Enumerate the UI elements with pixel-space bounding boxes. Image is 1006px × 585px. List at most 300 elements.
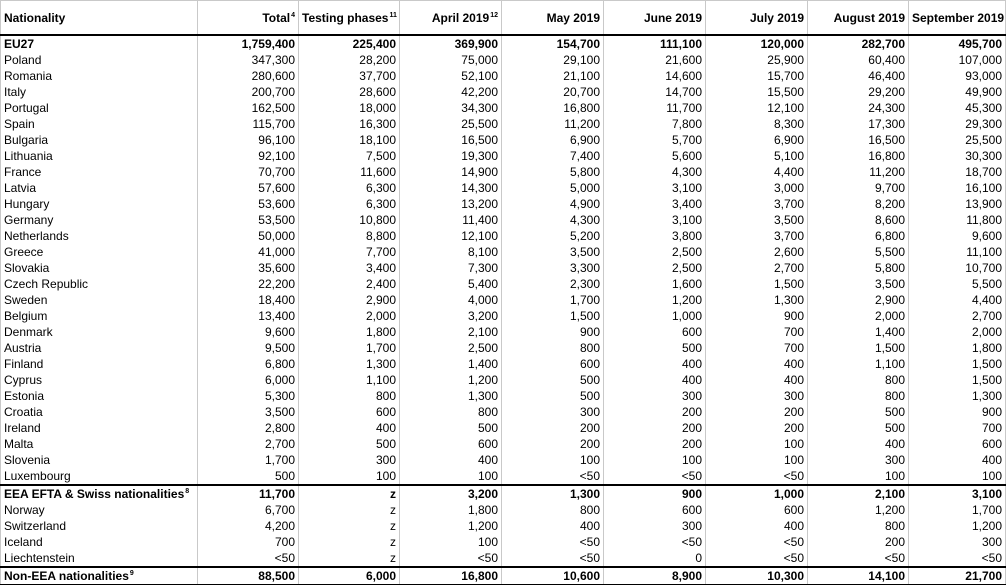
value-cell-april-2019: 16,800 xyxy=(400,567,502,585)
nationality-cell xyxy=(1,292,198,308)
value-cell-july-2019: 10,300 xyxy=(706,567,808,585)
value-cell-total: 13,400 xyxy=(198,308,299,324)
value-cell-total: 2,700 xyxy=(198,436,299,452)
value-cell-may-2019: 21,100 xyxy=(502,68,604,84)
nationality-cell xyxy=(1,356,198,372)
value-cell-total: 500 xyxy=(198,468,299,485)
value-cell-september-2019: 25,500 xyxy=(909,132,1006,148)
value-cell-september-2019: 107,000 xyxy=(909,52,1006,68)
table-row-malta xyxy=(1,436,1006,452)
value-cell-total: 11,700 xyxy=(198,485,299,502)
value-cell-september-2019: 700 xyxy=(909,420,1006,436)
value-cell-testing-phases: 8,800 xyxy=(299,228,400,244)
value-cell-testing-phases: z xyxy=(299,502,400,518)
table-row-non-eea-nationalities xyxy=(1,567,1006,585)
value-cell-june-2019: 3,800 xyxy=(604,228,706,244)
value-cell-september-2019: 16,100 xyxy=(909,180,1006,196)
value-cell-april-2019: 3,200 xyxy=(400,485,502,502)
value-cell-april-2019: 2,500 xyxy=(400,340,502,356)
nationality-cell xyxy=(1,52,198,68)
value-cell-august-2019: 6,800 xyxy=(808,228,909,244)
value-cell-june-2019: <50 xyxy=(604,468,706,485)
nationality-cell xyxy=(1,180,198,196)
value-cell-june-2019: 3,400 xyxy=(604,196,706,212)
value-cell-may-2019: 1,300 xyxy=(502,485,604,502)
value-cell-september-2019: 18,700 xyxy=(909,164,1006,180)
value-cell-june-2019: 8,900 xyxy=(604,567,706,585)
value-cell-september-2019: 495,700 xyxy=(909,35,1006,52)
value-cell-july-2019: 3,500 xyxy=(706,212,808,228)
value-cell-july-2019: 15,700 xyxy=(706,68,808,84)
value-cell-september-2019: 5,500 xyxy=(909,276,1006,292)
nationality-label: Switzerland xyxy=(4,519,67,533)
column-header-label: September 2019 xyxy=(912,10,1005,25)
nationality-label: Non-EEA nationalities xyxy=(4,569,129,583)
nationality-cell xyxy=(1,132,198,148)
nationality-cell xyxy=(1,518,198,534)
nationality-cell xyxy=(1,260,198,276)
value-cell-total: 50,000 xyxy=(198,228,299,244)
value-cell-may-2019: 200 xyxy=(502,436,604,452)
value-cell-september-2019: 1,500 xyxy=(909,356,1006,372)
value-cell-june-2019: 1,000 xyxy=(604,308,706,324)
value-cell-testing-phases: 11,600 xyxy=(299,164,400,180)
value-cell-july-2019: 700 xyxy=(706,340,808,356)
value-cell-total: 9,500 xyxy=(198,340,299,356)
value-cell-may-2019: 100 xyxy=(502,452,604,468)
value-cell-testing-phases: 1,700 xyxy=(299,340,400,356)
value-cell-june-2019: 200 xyxy=(604,436,706,452)
value-cell-august-2019: 282,700 xyxy=(808,35,909,52)
value-cell-april-2019: 52,100 xyxy=(400,68,502,84)
value-cell-april-2019: 42,200 xyxy=(400,84,502,100)
value-cell-total: 70,700 xyxy=(198,164,299,180)
value-cell-august-2019: 3,500 xyxy=(808,276,909,292)
nationality-label: Bulgaria xyxy=(4,133,49,147)
nationality-label: Cyprus xyxy=(4,373,43,387)
value-cell-april-2019: 600 xyxy=(400,436,502,452)
nationality-cell xyxy=(1,452,198,468)
value-cell-june-2019: 600 xyxy=(604,502,706,518)
value-cell-testing-phases: 10,800 xyxy=(299,212,400,228)
value-cell-may-2019: 500 xyxy=(502,372,604,388)
value-cell-april-2019: 4,000 xyxy=(400,292,502,308)
nationality-label: Greece xyxy=(4,245,44,259)
nationality-label: EEA EFTA & Swiss nationalities xyxy=(4,487,185,501)
value-cell-september-2019: 11,800 xyxy=(909,212,1006,228)
value-cell-august-2019: 100 xyxy=(808,468,909,485)
value-cell-testing-phases: z xyxy=(299,550,400,567)
table-row-luxembourg xyxy=(1,468,1006,485)
nationality-cell xyxy=(1,436,198,452)
value-cell-testing-phases: 600 xyxy=(299,404,400,420)
value-cell-total: 6,700 xyxy=(198,502,299,518)
nationality-label: Luxembourg xyxy=(4,469,71,483)
value-cell-april-2019: 25,500 xyxy=(400,116,502,132)
value-cell-september-2019: 2,000 xyxy=(909,324,1006,340)
value-cell-april-2019: 5,400 xyxy=(400,276,502,292)
value-cell-testing-phases: 6,300 xyxy=(299,196,400,212)
value-cell-september-2019: 1,700 xyxy=(909,502,1006,518)
table-body xyxy=(1,35,1006,585)
value-cell-may-2019: 16,800 xyxy=(502,100,604,116)
table-row-bulgaria xyxy=(1,132,1006,148)
value-cell-august-2019: 400 xyxy=(808,436,909,452)
value-cell-august-2019: 800 xyxy=(808,388,909,404)
table-row-sweden xyxy=(1,292,1006,308)
nationality-label: Netherlands xyxy=(4,229,69,243)
table-row-italy xyxy=(1,84,1006,100)
nationality-label: Norway xyxy=(4,503,45,517)
value-cell-total: 53,600 xyxy=(198,196,299,212)
value-cell-total: <50 xyxy=(198,550,299,567)
table-row-czech-republic xyxy=(1,276,1006,292)
value-cell-may-2019: 20,700 xyxy=(502,84,604,100)
column-header-may-2019 xyxy=(502,1,604,36)
value-cell-july-2019: 2,700 xyxy=(706,260,808,276)
nationality-label: Belgium xyxy=(4,309,48,323)
value-cell-april-2019: 3,200 xyxy=(400,308,502,324)
value-cell-may-2019: <50 xyxy=(502,468,604,485)
value-cell-testing-phases: 6,000 xyxy=(299,567,400,585)
value-cell-testing-phases: 6,300 xyxy=(299,180,400,196)
value-cell-april-2019: 400 xyxy=(400,452,502,468)
column-header-april-2019 xyxy=(400,1,502,36)
value-cell-april-2019: 75,000 xyxy=(400,52,502,68)
value-cell-may-2019: 3,500 xyxy=(502,244,604,260)
value-cell-june-2019: 100 xyxy=(604,452,706,468)
value-cell-august-2019: 14,100 xyxy=(808,567,909,585)
value-cell-september-2019: 29,300 xyxy=(909,116,1006,132)
value-cell-september-2019: 1,200 xyxy=(909,518,1006,534)
value-cell-august-2019: 46,400 xyxy=(808,68,909,84)
value-cell-total: 92,100 xyxy=(198,148,299,164)
value-cell-total: 3,500 xyxy=(198,404,299,420)
value-cell-september-2019: 49,900 xyxy=(909,84,1006,100)
value-cell-july-2019: 6,900 xyxy=(706,132,808,148)
value-cell-september-2019: 2,700 xyxy=(909,308,1006,324)
value-cell-july-2019: 3,700 xyxy=(706,196,808,212)
value-cell-total: 280,600 xyxy=(198,68,299,84)
table-row-belgium xyxy=(1,308,1006,324)
nationality-label: France xyxy=(4,165,42,179)
value-cell-may-2019: 1,700 xyxy=(502,292,604,308)
nationality-cell xyxy=(1,372,198,388)
value-cell-july-2019: 5,100 xyxy=(706,148,808,164)
value-cell-testing-phases: 16,300 xyxy=(299,116,400,132)
table-row-norway xyxy=(1,502,1006,518)
value-cell-testing-phases: 800 xyxy=(299,388,400,404)
value-cell-may-2019: 4,300 xyxy=(502,212,604,228)
value-cell-august-2019: 800 xyxy=(808,372,909,388)
table-row-latvia xyxy=(1,180,1006,196)
value-cell-august-2019: 800 xyxy=(808,518,909,534)
value-cell-july-2019: 400 xyxy=(706,518,808,534)
value-cell-june-2019: 400 xyxy=(604,372,706,388)
nationality-cell xyxy=(1,35,198,52)
nationality-label: EU27 xyxy=(4,37,35,51)
value-cell-total: 57,600 xyxy=(198,180,299,196)
value-cell-august-2019: <50 xyxy=(808,550,909,567)
nationality-cell xyxy=(1,502,198,518)
value-cell-testing-phases: z xyxy=(299,518,400,534)
nationality-label: Slovakia xyxy=(4,261,50,275)
nationality-cell xyxy=(1,212,198,228)
value-cell-may-2019: 154,700 xyxy=(502,35,604,52)
column-header-label: April 2019 xyxy=(431,10,490,25)
value-cell-total: 22,200 xyxy=(198,276,299,292)
nationality-cell xyxy=(1,164,198,180)
value-cell-june-2019: 11,700 xyxy=(604,100,706,116)
nationality-label: Slovenia xyxy=(4,453,51,467)
nationality-label: Latvia xyxy=(4,181,37,195)
nationality-label: Sweden xyxy=(4,293,48,307)
value-cell-testing-phases: 3,400 xyxy=(299,260,400,276)
nationality-cell xyxy=(1,244,198,260)
value-cell-testing-phases: 2,900 xyxy=(299,292,400,308)
nationality-cell xyxy=(1,196,198,212)
value-cell-total: 35,600 xyxy=(198,260,299,276)
value-cell-september-2019: 10,700 xyxy=(909,260,1006,276)
value-cell-august-2019: 5,500 xyxy=(808,244,909,260)
value-cell-june-2019: 500 xyxy=(604,340,706,356)
table-row-romania xyxy=(1,68,1006,84)
value-cell-april-2019: 2,100 xyxy=(400,324,502,340)
value-cell-total: 9,600 xyxy=(198,324,299,340)
table-row-denmark xyxy=(1,324,1006,340)
value-cell-june-2019: 5,700 xyxy=(604,132,706,148)
value-cell-testing-phases: 28,200 xyxy=(299,52,400,68)
table-row-ireland xyxy=(1,420,1006,436)
value-cell-may-2019: 11,200 xyxy=(502,116,604,132)
value-cell-may-2019: <50 xyxy=(502,534,604,550)
value-cell-april-2019: 1,400 xyxy=(400,356,502,372)
value-cell-may-2019: 800 xyxy=(502,502,604,518)
value-cell-september-2019: 30,300 xyxy=(909,148,1006,164)
value-cell-july-2019: 400 xyxy=(706,356,808,372)
nationality-cell xyxy=(1,276,198,292)
nationality-cell xyxy=(1,84,198,100)
value-cell-may-2019: 10,600 xyxy=(502,567,604,585)
value-cell-july-2019: 3,000 xyxy=(706,180,808,196)
value-cell-may-2019: 5,800 xyxy=(502,164,604,180)
value-cell-testing-phases: 1,800 xyxy=(299,324,400,340)
nationality-label: Germany xyxy=(4,213,54,227)
value-cell-september-2019: 21,700 xyxy=(909,567,1006,585)
column-header-label: August 2019 xyxy=(833,10,905,25)
table-row-liechtenstein xyxy=(1,550,1006,567)
table-row-austria xyxy=(1,340,1006,356)
value-cell-august-2019: 2,000 xyxy=(808,308,909,324)
column-header-total xyxy=(198,1,299,36)
value-cell-september-2019: 93,000 xyxy=(909,68,1006,84)
table-row-iceland xyxy=(1,534,1006,550)
table-row-eea-efta-and-swiss-nationalities xyxy=(1,485,1006,502)
value-cell-july-2019: 25,900 xyxy=(706,52,808,68)
value-cell-july-2019: 1,500 xyxy=(706,276,808,292)
value-cell-june-2019: 300 xyxy=(604,518,706,534)
value-cell-august-2019: 2,900 xyxy=(808,292,909,308)
value-cell-testing-phases: 1,100 xyxy=(299,372,400,388)
value-cell-september-2019: 13,900 xyxy=(909,196,1006,212)
value-cell-testing-phases: 28,600 xyxy=(299,84,400,100)
column-header-testing-phases xyxy=(299,1,400,36)
value-cell-testing-phases: 1,300 xyxy=(299,356,400,372)
value-cell-july-2019: 3,700 xyxy=(706,228,808,244)
value-cell-august-2019: 9,700 xyxy=(808,180,909,196)
value-cell-total: 1,700 xyxy=(198,452,299,468)
value-cell-april-2019: 8,100 xyxy=(400,244,502,260)
nationality-label: Lithuania xyxy=(4,149,53,163)
value-cell-september-2019: 3,100 xyxy=(909,485,1006,502)
value-cell-august-2019: 1,100 xyxy=(808,356,909,372)
column-header-label: June 2019 xyxy=(643,10,702,25)
value-cell-testing-phases: 37,700 xyxy=(299,68,400,84)
value-cell-april-2019: 1,200 xyxy=(400,518,502,534)
value-cell-july-2019: <50 xyxy=(706,550,808,567)
nationality-label: Malta xyxy=(4,437,34,451)
value-cell-june-2019: 3,100 xyxy=(604,180,706,196)
value-cell-june-2019: 111,100 xyxy=(604,35,706,52)
value-cell-total: 53,500 xyxy=(198,212,299,228)
value-cell-april-2019: 7,300 xyxy=(400,260,502,276)
nationality-cell xyxy=(1,567,198,585)
value-cell-august-2019: 24,300 xyxy=(808,100,909,116)
value-cell-july-2019: 12,100 xyxy=(706,100,808,116)
value-cell-may-2019: 300 xyxy=(502,404,604,420)
table-row-hungary xyxy=(1,196,1006,212)
footnote-marker: 8 xyxy=(185,488,190,495)
value-cell-may-2019: 900 xyxy=(502,324,604,340)
value-cell-april-2019: 500 xyxy=(400,420,502,436)
nationality-label: Estonia xyxy=(4,389,45,403)
value-cell-august-2019: 29,200 xyxy=(808,84,909,100)
value-cell-testing-phases: 7,500 xyxy=(299,148,400,164)
value-cell-may-2019: 7,400 xyxy=(502,148,604,164)
nationality-cell xyxy=(1,68,198,84)
value-cell-april-2019: 1,800 xyxy=(400,502,502,518)
value-cell-testing-phases: 400 xyxy=(299,420,400,436)
value-cell-april-2019: 13,200 xyxy=(400,196,502,212)
value-cell-testing-phases: z xyxy=(299,534,400,550)
value-cell-may-2019: 500 xyxy=(502,388,604,404)
value-cell-testing-phases: 18,000 xyxy=(299,100,400,116)
column-header-june-2019 xyxy=(604,1,706,36)
nationality-cell xyxy=(1,485,198,502)
value-cell-may-2019: 6,900 xyxy=(502,132,604,148)
value-cell-september-2019: 600 xyxy=(909,436,1006,452)
table-header xyxy=(1,1,1006,36)
value-cell-july-2019: 600 xyxy=(706,502,808,518)
value-cell-july-2019: <50 xyxy=(706,534,808,550)
value-cell-june-2019: 600 xyxy=(604,324,706,340)
table-row-germany xyxy=(1,212,1006,228)
nationality-label: Denmark xyxy=(4,325,53,339)
value-cell-july-2019: 2,600 xyxy=(706,244,808,260)
value-cell-total: 700 xyxy=(198,534,299,550)
value-cell-june-2019: 400 xyxy=(604,356,706,372)
value-cell-april-2019: 16,500 xyxy=(400,132,502,148)
value-cell-total: 200,700 xyxy=(198,84,299,100)
value-cell-august-2019: 1,500 xyxy=(808,340,909,356)
value-cell-total: 41,000 xyxy=(198,244,299,260)
value-cell-may-2019: 1,500 xyxy=(502,308,604,324)
footnote-marker: 11 xyxy=(389,11,397,19)
value-cell-july-2019: 120,000 xyxy=(706,35,808,52)
value-cell-september-2019: 1,800 xyxy=(909,340,1006,356)
value-cell-july-2019: 100 xyxy=(706,436,808,452)
value-cell-total: 162,500 xyxy=(198,100,299,116)
nationality-label: Hungary xyxy=(4,197,50,211)
value-cell-april-2019: 800 xyxy=(400,404,502,420)
value-cell-april-2019: 14,900 xyxy=(400,164,502,180)
value-cell-june-2019: 1,200 xyxy=(604,292,706,308)
nationality-label: Iceland xyxy=(4,535,43,549)
value-cell-july-2019: 900 xyxy=(706,308,808,324)
nationality-label: Czech Republic xyxy=(4,277,89,291)
value-cell-testing-phases: 18,100 xyxy=(299,132,400,148)
value-cell-august-2019: 17,300 xyxy=(808,116,909,132)
value-cell-june-2019: 2,500 xyxy=(604,260,706,276)
value-cell-june-2019: 21,600 xyxy=(604,52,706,68)
table-row-portugal xyxy=(1,100,1006,116)
value-cell-total: 6,000 xyxy=(198,372,299,388)
value-cell-august-2019: 8,200 xyxy=(808,196,909,212)
table-row-croatia xyxy=(1,404,1006,420)
value-cell-june-2019: 200 xyxy=(604,404,706,420)
value-cell-september-2019: 45,300 xyxy=(909,100,1006,116)
footnote-marker: 9 xyxy=(129,570,134,577)
column-header-nationality xyxy=(1,1,198,36)
value-cell-june-2019: 300 xyxy=(604,388,706,404)
value-cell-may-2019: 29,100 xyxy=(502,52,604,68)
value-cell-august-2019: 16,800 xyxy=(808,148,909,164)
table-row-lithuania xyxy=(1,148,1006,164)
nationality-cell xyxy=(1,420,198,436)
value-cell-june-2019: 2,500 xyxy=(604,244,706,260)
value-cell-total: 18,400 xyxy=(198,292,299,308)
nationality-label: Romania xyxy=(4,69,53,83)
table-row-poland xyxy=(1,52,1006,68)
header-row xyxy=(1,1,1006,36)
value-cell-testing-phases: 2,400 xyxy=(299,276,400,292)
value-cell-july-2019: 300 xyxy=(706,388,808,404)
value-cell-july-2019: 15,500 xyxy=(706,84,808,100)
value-cell-august-2019: 5,800 xyxy=(808,260,909,276)
nationality-cell xyxy=(1,534,198,550)
value-cell-june-2019: 14,600 xyxy=(604,68,706,84)
value-cell-testing-phases: 500 xyxy=(299,436,400,452)
column-header-label: Testing phases xyxy=(302,10,389,25)
value-cell-testing-phases: 225,400 xyxy=(299,35,400,52)
value-cell-july-2019: 400 xyxy=(706,372,808,388)
nationality-label: Liechtenstein xyxy=(4,551,75,565)
value-cell-august-2019: 1,200 xyxy=(808,502,909,518)
value-cell-august-2019: 60,400 xyxy=(808,52,909,68)
value-cell-may-2019: 3,300 xyxy=(502,260,604,276)
value-cell-testing-phases: 7,700 xyxy=(299,244,400,260)
value-cell-august-2019: 16,500 xyxy=(808,132,909,148)
value-cell-may-2019: 600 xyxy=(502,356,604,372)
column-header-august-2019 xyxy=(808,1,909,36)
value-cell-april-2019: 34,300 xyxy=(400,100,502,116)
nationality-label: Italy xyxy=(4,85,27,99)
value-cell-testing-phases: z xyxy=(299,485,400,502)
nationality-label: Poland xyxy=(4,53,42,67)
value-cell-may-2019: 800 xyxy=(502,340,604,356)
value-cell-april-2019: 1,300 xyxy=(400,388,502,404)
value-cell-september-2019: <50 xyxy=(909,550,1006,567)
